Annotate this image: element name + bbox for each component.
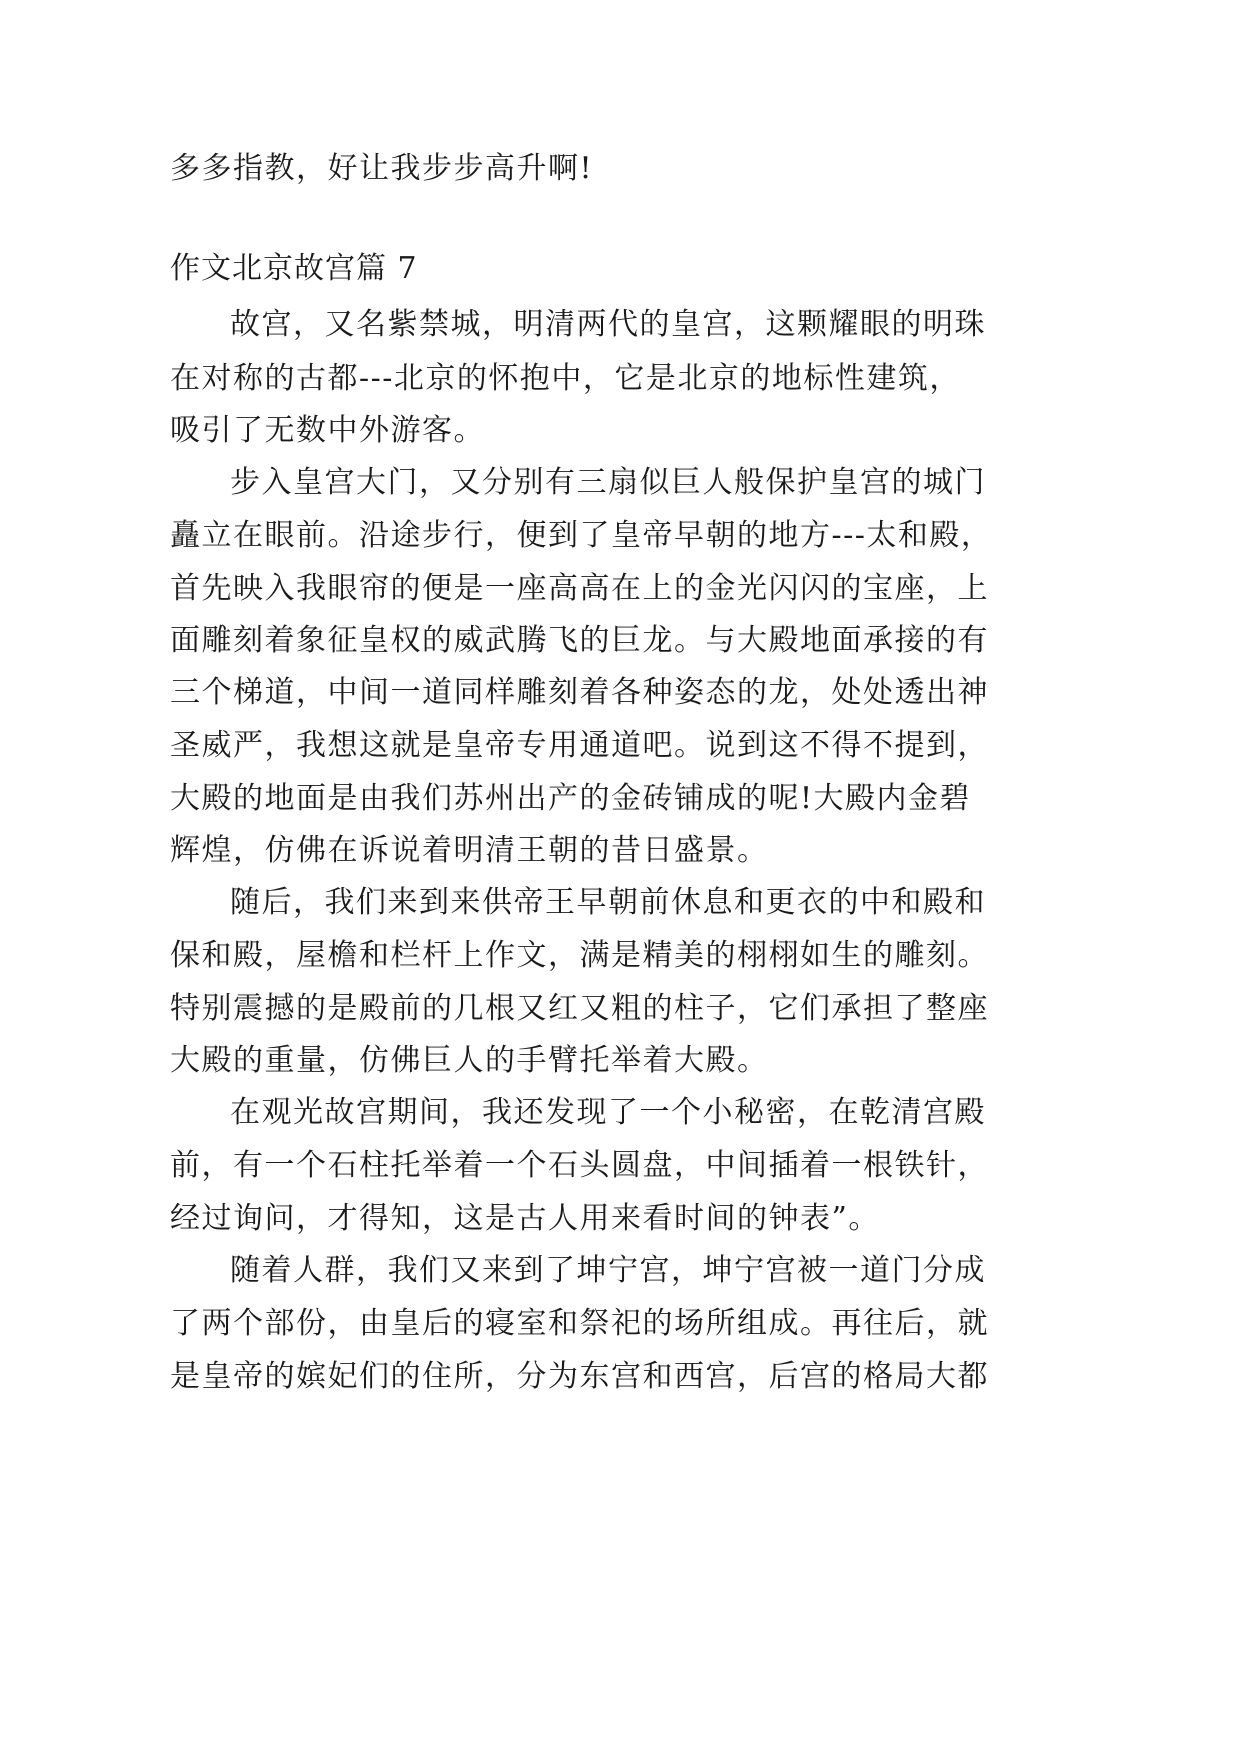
paragraph-line: 圣威严，我想这就是皇帝专用通道吧。说到这不得不提到，: [170, 728, 989, 763]
section-heading: 作文北京故宫篇 7: [170, 251, 418, 286]
paragraph-line: 辉煌，仿佛在诉说着明清王朝的昔日盛景。: [170, 833, 769, 868]
paragraph-line: 首先映入我眼帘的便是一座高高在上的金光闪闪的宝座，上: [170, 571, 989, 606]
paragraph-line: 经过询问，才得知，这是古人用来看时间的钟表”。: [170, 1201, 880, 1236]
paragraph-line: 保和殿，屋檐和栏杆上作文，满是精美的栩栩如生的雕刻。: [170, 938, 989, 973]
paragraph-line: 面雕刻着象征皇权的威武腾飞的巨龙。与大殿地面承接的有: [170, 623, 989, 658]
paragraph-line: 了两个部份，由皇后的寝室和祭祀的场所组成。再往后，就: [170, 1306, 989, 1341]
paragraph-line: 特别震撼的是殿前的几根又红又粗的柱子，它们承担了整座: [170, 991, 989, 1026]
paragraph-line: 随后，我们来到来供帝王早朝前休息和更衣的中和殿和: [230, 885, 986, 920]
paragraph-line: 在对称的古都---北京的怀抱中，它是北京的地标性建筑，: [170, 361, 961, 396]
paragraph-line: 三个梯道，中间一道同样雕刻着各种姿态的龙，处处透出神: [170, 675, 989, 710]
intro-line: 多多指教，好让我步步高升啊!: [170, 151, 594, 186]
paragraph-line: 矗立在眼前。沿途步行，便到了皇帝早朝的地方---太和殿，: [170, 518, 993, 553]
paragraph-line: 前，有一个石柱托举着一个石头圆盘，中间插着一根铁针，: [170, 1148, 989, 1183]
paragraph-line: 步入皇宫大门，又分别有三扇似巨人般保护皇宫的城门: [230, 465, 986, 500]
paragraph-line: 随着人群，我们又来到了坤宁宫，坤宁宫被一道门分成: [230, 1253, 986, 1288]
paragraph-line: 吸引了无数中外游客。: [170, 413, 485, 448]
paragraph-line: 大殿的地面是由我们苏州出产的金砖铺成的呢!大殿内金碧: [170, 781, 972, 816]
paragraph-line: 在观光故宫期间，我还发现了一个小秘密，在乾清宫殿: [230, 1095, 986, 1130]
paragraph-line: 大殿的重量，仿佛巨人的手臂托举着大殿。: [170, 1043, 769, 1078]
paragraph-line: 是皇帝的嫔妃们的住所，分为东宫和西宫，后宫的格局大都: [170, 1359, 989, 1394]
paragraph-line: 故宫，又名紫禁城，明清两代的皇宫，这颗耀眼的明珠: [230, 307, 986, 342]
